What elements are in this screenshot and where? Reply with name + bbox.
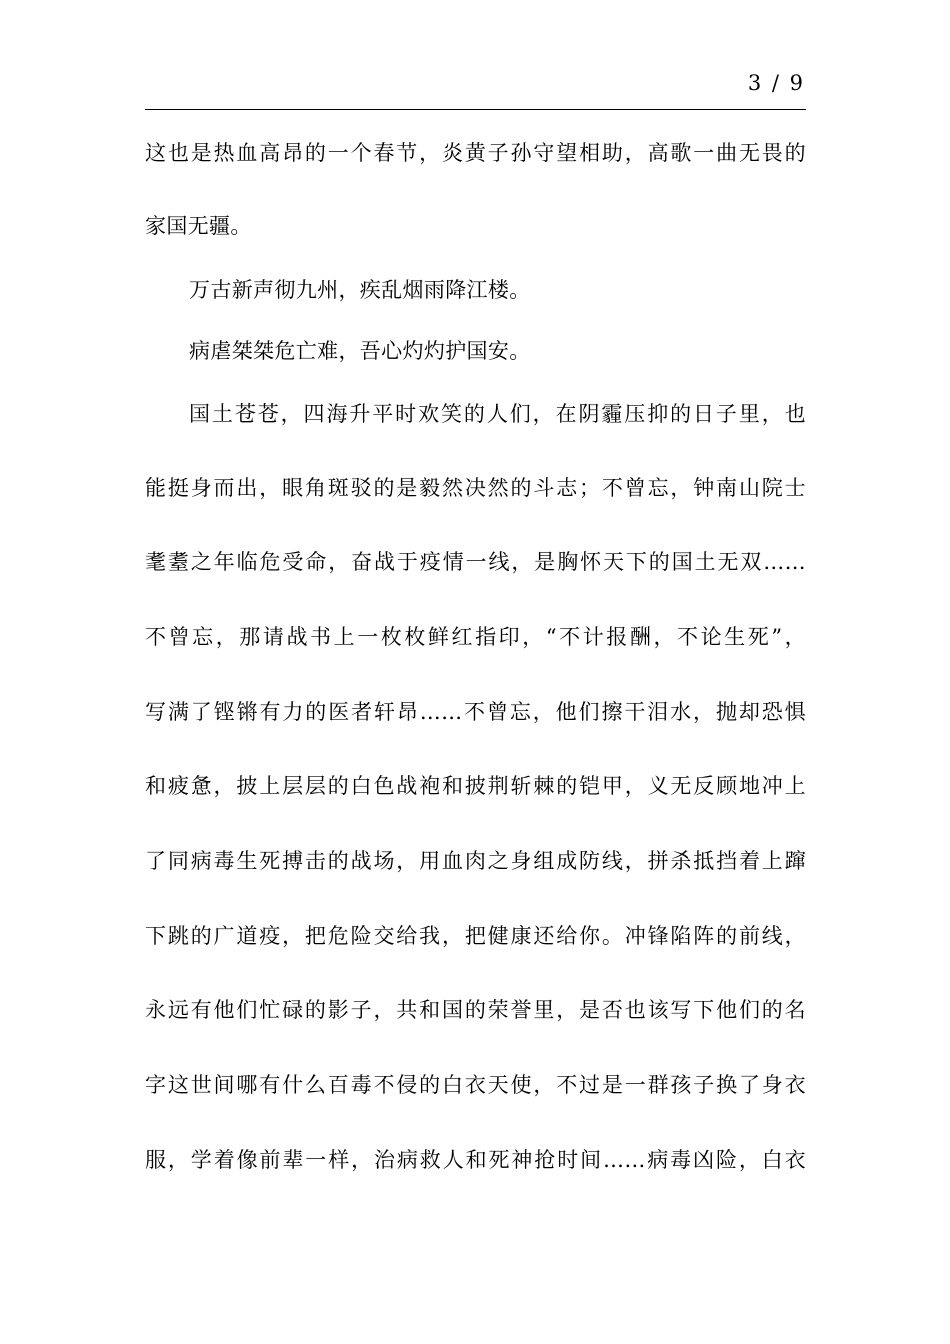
text-line: 服，学着像前辈一样，治病救人和死神抢时间……病毒凶险，白衣	[145, 1148, 806, 1172]
text-line: 和疲惫，披上层层的白色战袍和披荆斩棘的铠甲，义无反顾地冲上	[145, 774, 806, 798]
text-line: 耄耋之年临危受命，奋战于疫情一线，是胸怀天下的国土无双……	[145, 550, 806, 574]
text-line: 家国无疆。	[145, 214, 252, 238]
header-divider	[145, 109, 806, 110]
text-line: 能挺身而出，眼角斑驳的是毅然决然的斗志；不曾忘，钟南山院士	[145, 476, 806, 500]
text-line: 不曾忘，那请战书上一枚枚鲜红指印，“不计报酬，不论生死”，	[145, 625, 806, 649]
text-line: 这也是热血高昂的一个春节，炎黄子孙守望相助，高歌一曲无畏的	[145, 141, 806, 165]
poem-line: 万古新声彻九州，疾乱烟雨降江楼。	[189, 278, 531, 302]
poem-line: 病虐桀桀危亡难，吾心灼灼护国安。	[189, 339, 531, 363]
text-line: 字这世间哪有什么百毒不侵的白衣天使，不过是一群孩子换了身衣	[145, 1073, 806, 1097]
text-line: 了同病毒生死搏击的战场，用血肉之身组成防线，拼杀抵挡着上蹿	[145, 849, 806, 873]
text-line: 国土苍苍，四海升平时欢笑的人们，在阴霾压抑的日子里，也	[189, 402, 806, 426]
text-line: 写满了铿锵有力的医者轩昂……不曾忘，他们擦干泪水，抛却恐惧	[145, 700, 806, 724]
text-line: 下跳的广道疫，把危险交给我，把健康还给你。冲锋陷阵的前线，	[145, 924, 806, 948]
page-number: 3 / 9	[747, 71, 805, 95]
text-line: 永远有他们忙碌的影子，共和国的荣誉里，是否也该写下他们的名	[145, 998, 806, 1022]
